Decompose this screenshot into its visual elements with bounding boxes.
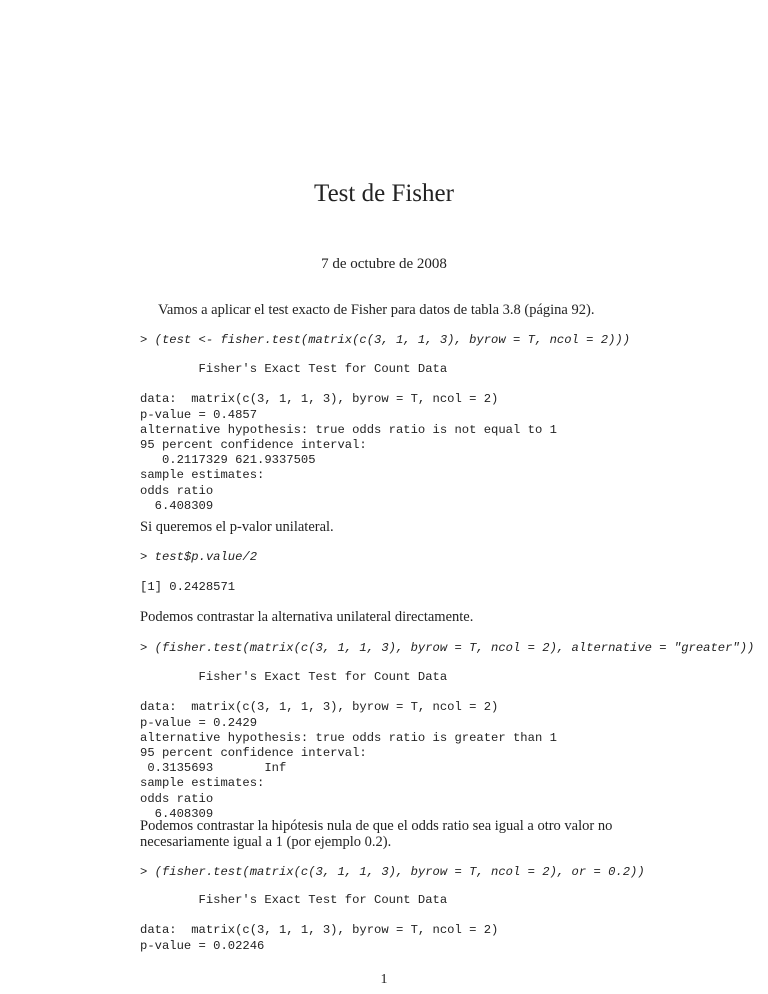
output-line: data: matrix(c(3, 1, 1, 3), byrow = T, ncol = 2) <box>140 392 499 407</box>
output-line: alternative hypothesis: true odds ratio is greater than 1 <box>140 730 557 745</box>
r-command-3: > (fisher.test(matrix(c(3, 1, 1, 3), byrow = T, ncol = 2), alternative = "greater")) <box>140 641 755 655</box>
r-command-4: > (fisher.test(matrix(c(3, 1, 1, 3), byrow = T, ncol = 2), or = 0.2)) <box>140 865 645 879</box>
output-line: 6.408309 <box>140 806 214 821</box>
output-line <box>140 908 498 923</box>
output-line: odds ratio <box>140 791 214 806</box>
r-output-3 <box>140 670 557 822</box>
output-line: 0.3135693 Inf <box>140 761 287 776</box>
paragraph-line: necesariamente igual a 1 (por ejemplo 0.2). <box>140 834 392 850</box>
output-line: 95 percent confidence interval: <box>140 746 367 761</box>
output-line: sample estimates: <box>140 776 265 791</box>
paragraph-unilateral: Si queremos el p-valor unilateral. <box>140 519 334 535</box>
page-number: 1 <box>380 972 388 987</box>
output-line: data: matrix(c(3, 1, 1, 3), byrow = T, ncol = 2) <box>140 700 499 715</box>
r-command-1: > (test <- fisher.test(matrix(c(3, 1, 1, 3), byrow = T, ncol = 2))) <box>140 333 631 347</box>
intro-paragraph: Vamos a aplicar el test exacto de Fisher para datos de tabla 3.8 (página 92). <box>158 302 595 318</box>
output-line: 95 percent confidence interval: <box>140 438 367 453</box>
output-line: Fisher's Exact Test for Count Data <box>140 670 448 684</box>
output-line: p-value = 0.2429 <box>140 715 258 730</box>
output-line <box>140 685 557 700</box>
paragraph-alternative: Podemos contrastar la alternativa unilateral directamente. <box>140 609 474 625</box>
r-output-4 <box>140 893 498 954</box>
r-command-2: > test$p.value/2 <box>140 550 258 564</box>
paragraph-line: Podemos contrastar la hipótesis nula de que el odds ratio sea igual a otro valor no <box>140 818 613 834</box>
document-date: 7 de octubre de 2008 <box>321 256 447 272</box>
output-line: data: matrix(c(3, 1, 1, 3), byrow = T, ncol = 2) <box>140 923 499 938</box>
output-line: 0.2117329 621.9337505 <box>140 453 316 468</box>
output-line: odds ratio <box>140 483 214 498</box>
r-output-1 <box>140 362 557 514</box>
output-line: alternative hypothesis: true odds ratio is not equal to 1 <box>140 422 557 437</box>
output-line: 6.408309 <box>140 498 214 513</box>
output-line <box>140 377 557 392</box>
r-output-2: [1] 0.2428571 <box>140 580 236 594</box>
output-line: p-value = 0.02246 <box>140 938 265 953</box>
document-title: Test de Fisher <box>314 180 454 207</box>
paragraph-null-hypothesis <box>140 818 612 850</box>
output-line: sample estimates: <box>140 468 265 483</box>
output-line: p-value = 0.4857 <box>140 407 258 422</box>
output-line: Fisher's Exact Test for Count Data <box>140 893 448 907</box>
output-line: Fisher's Exact Test for Count Data <box>140 362 448 376</box>
